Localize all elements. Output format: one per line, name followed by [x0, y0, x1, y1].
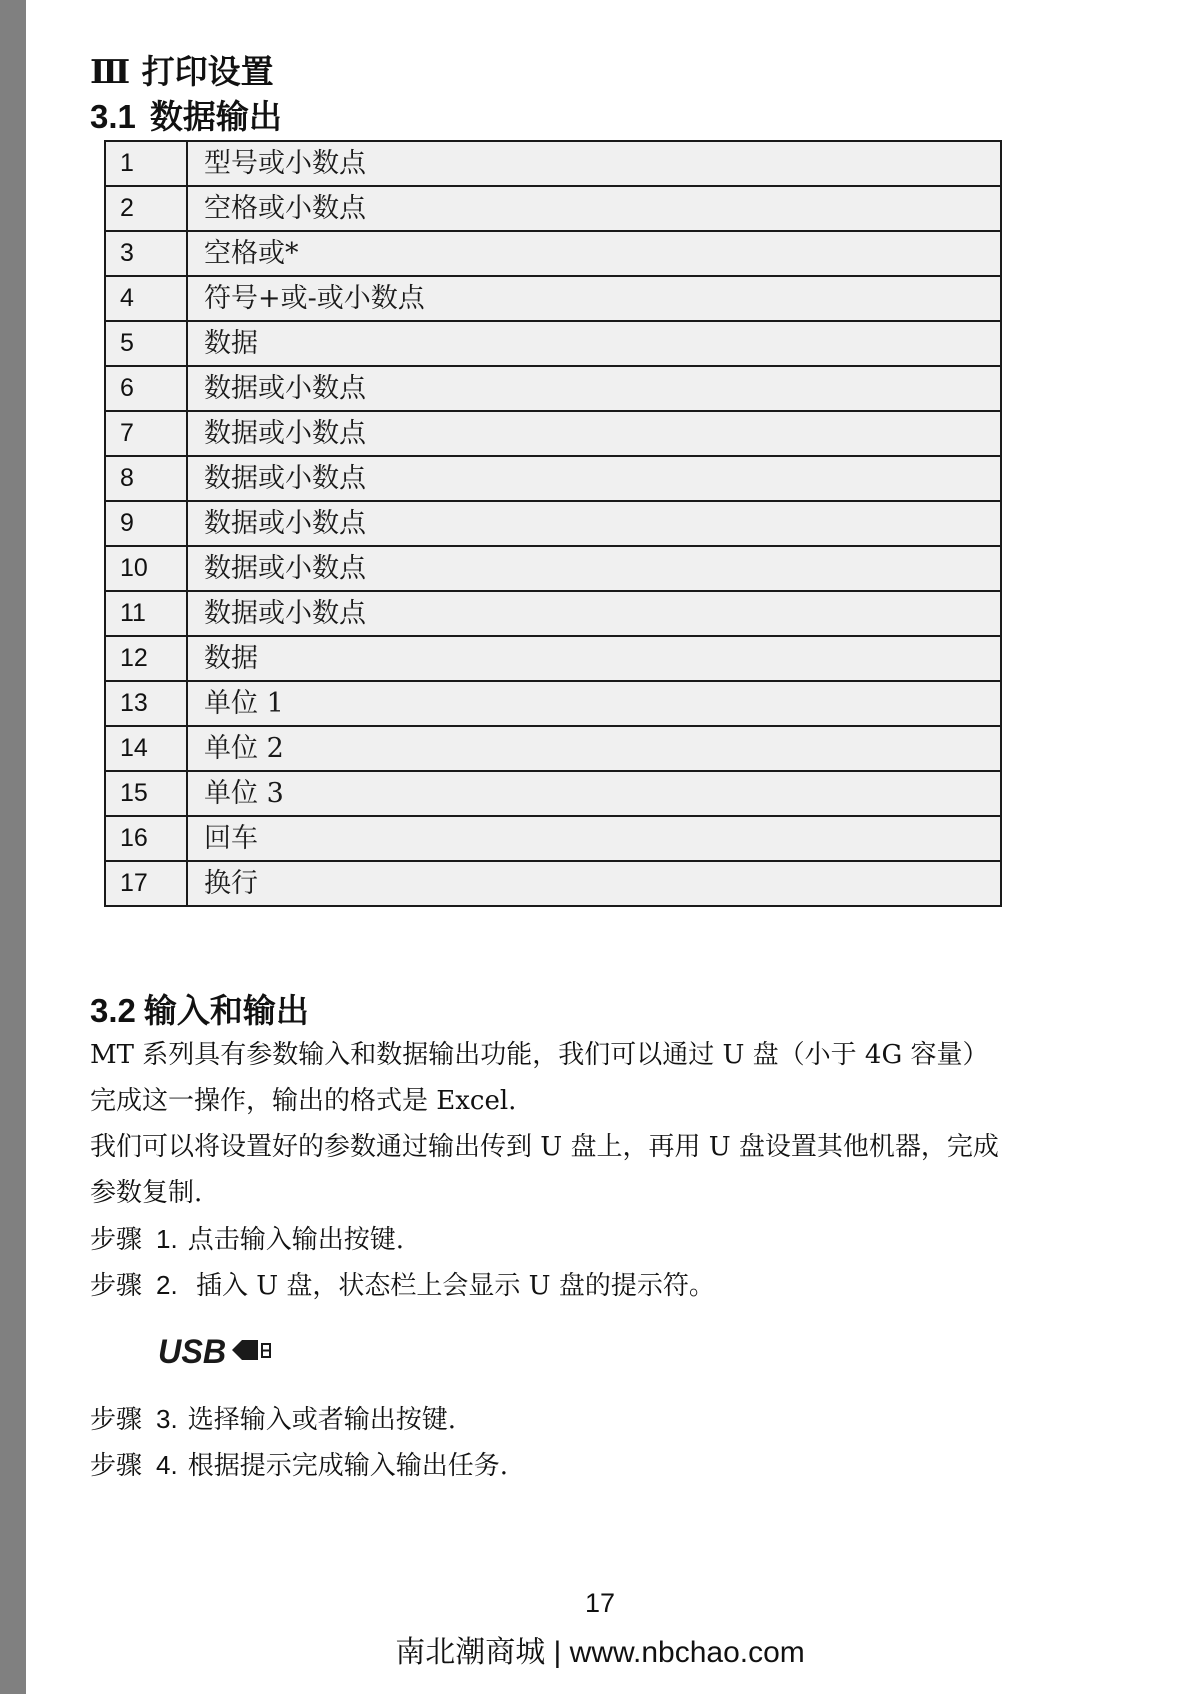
row-description: 单位 2	[187, 726, 1001, 771]
data-output-table	[104, 140, 1002, 907]
row-description: 符号+或-或小数点	[187, 276, 1001, 321]
paragraph-line: 完成这一操作，输出的格式是 Excel.	[90, 1086, 517, 1116]
row-index: 2	[105, 186, 187, 231]
row-index: 10	[105, 546, 187, 591]
row-description: 数据或小数点	[187, 456, 1001, 501]
step-text: 点击输入输出按键.	[187, 1225, 404, 1255]
row-description: 数据或小数点	[187, 591, 1001, 636]
row-index: 17	[105, 861, 187, 906]
paragraph-line: 我们可以将设置好的参数通过输出传到 U 盘上，再用 U 盘设置其他机器，完成	[90, 1132, 999, 1162]
step-item	[90, 1442, 508, 1489]
row-index: 16	[105, 816, 187, 861]
table-row	[105, 591, 1001, 636]
step-text: 插入 U 盘，状态栏上会显示 U 盘的提示符。	[187, 1271, 715, 1301]
paragraph-line: MT 系列具有参数输入和数据输出功能，我们可以通过 U 盘（小于 4G 容量）	[90, 1040, 989, 1070]
table-row	[105, 816, 1001, 861]
row-index: 8	[105, 456, 187, 501]
step-number: 2.	[156, 1270, 178, 1300]
table-row	[105, 231, 1001, 276]
step-label: 步骤	[90, 1225, 143, 1255]
section-title: 输入和输出	[143, 992, 309, 1029]
row-description: 空格或*	[187, 231, 1001, 276]
row-description: 单位 3	[187, 771, 1001, 816]
table-row	[105, 321, 1001, 366]
row-description: 空格或小数点	[187, 186, 1001, 231]
row-description: 数据或小数点	[187, 411, 1001, 456]
row-description: 单位 1	[187, 681, 1001, 726]
row-description: 数据	[187, 636, 1001, 681]
section-number: 3.1	[90, 98, 136, 135]
row-index: 3	[105, 231, 187, 276]
table-row	[105, 636, 1001, 681]
table-row	[105, 771, 1001, 816]
table-row	[105, 411, 1001, 456]
table-row	[105, 141, 1001, 186]
row-index: 5	[105, 321, 187, 366]
table-row	[105, 546, 1001, 591]
row-description: 回车	[187, 816, 1001, 861]
section-heading-3-1	[90, 96, 282, 138]
table-row	[105, 276, 1001, 321]
row-description: 数据或小数点	[187, 546, 1001, 591]
table-row	[105, 681, 1001, 726]
row-index: 12	[105, 636, 187, 681]
row-index: 7	[105, 411, 187, 456]
table-row	[105, 861, 1001, 906]
section-number: 3.2	[90, 992, 136, 1029]
step-item	[90, 1262, 715, 1309]
table-row	[105, 456, 1001, 501]
step-text: 选择输入或者输出按键.	[187, 1405, 456, 1435]
row-index: 6	[105, 366, 187, 411]
table-row	[105, 366, 1001, 411]
row-index: 11	[105, 591, 187, 636]
usb-text: USB	[158, 1333, 227, 1368]
paragraph-line: 参数复制.	[90, 1178, 203, 1208]
step-label: 步骤	[90, 1451, 143, 1481]
step-label: 步骤	[90, 1405, 143, 1435]
row-description: 型号或小数点	[187, 141, 1001, 186]
footer-watermark: 南北潮商城 | www.nbchao.com	[395, 1636, 805, 1669]
table-row	[105, 501, 1001, 546]
row-index: 4	[105, 276, 187, 321]
row-index: 14	[105, 726, 187, 771]
step-number: 1.	[156, 1224, 178, 1254]
step-item	[90, 1396, 456, 1443]
step-item	[90, 1216, 404, 1263]
row-index: 13	[105, 681, 187, 726]
step-text: 根据提示完成输入输出任务.	[187, 1451, 508, 1481]
row-description: 数据或小数点	[187, 501, 1001, 546]
row-description: 数据	[187, 321, 1001, 366]
step-number: 3.	[156, 1404, 178, 1434]
row-description: 换行	[187, 861, 1001, 906]
section-heading-3-2	[90, 990, 309, 1032]
step-number: 4.	[156, 1450, 178, 1480]
table-row	[105, 186, 1001, 231]
usb-indicator-icon	[158, 1332, 274, 1368]
table-row	[105, 726, 1001, 771]
step-label: 步骤	[90, 1271, 143, 1301]
page-side-bar	[0, 0, 26, 1694]
row-index: 9	[105, 501, 187, 546]
row-description: 数据或小数点	[187, 366, 1001, 411]
row-index: 1	[105, 141, 187, 186]
section-title: 数据输出	[149, 98, 282, 135]
row-index: 15	[105, 771, 187, 816]
chapter-heading: Ⅲ 打印设置	[90, 52, 274, 91]
page-number: 17	[584, 1588, 616, 1618]
